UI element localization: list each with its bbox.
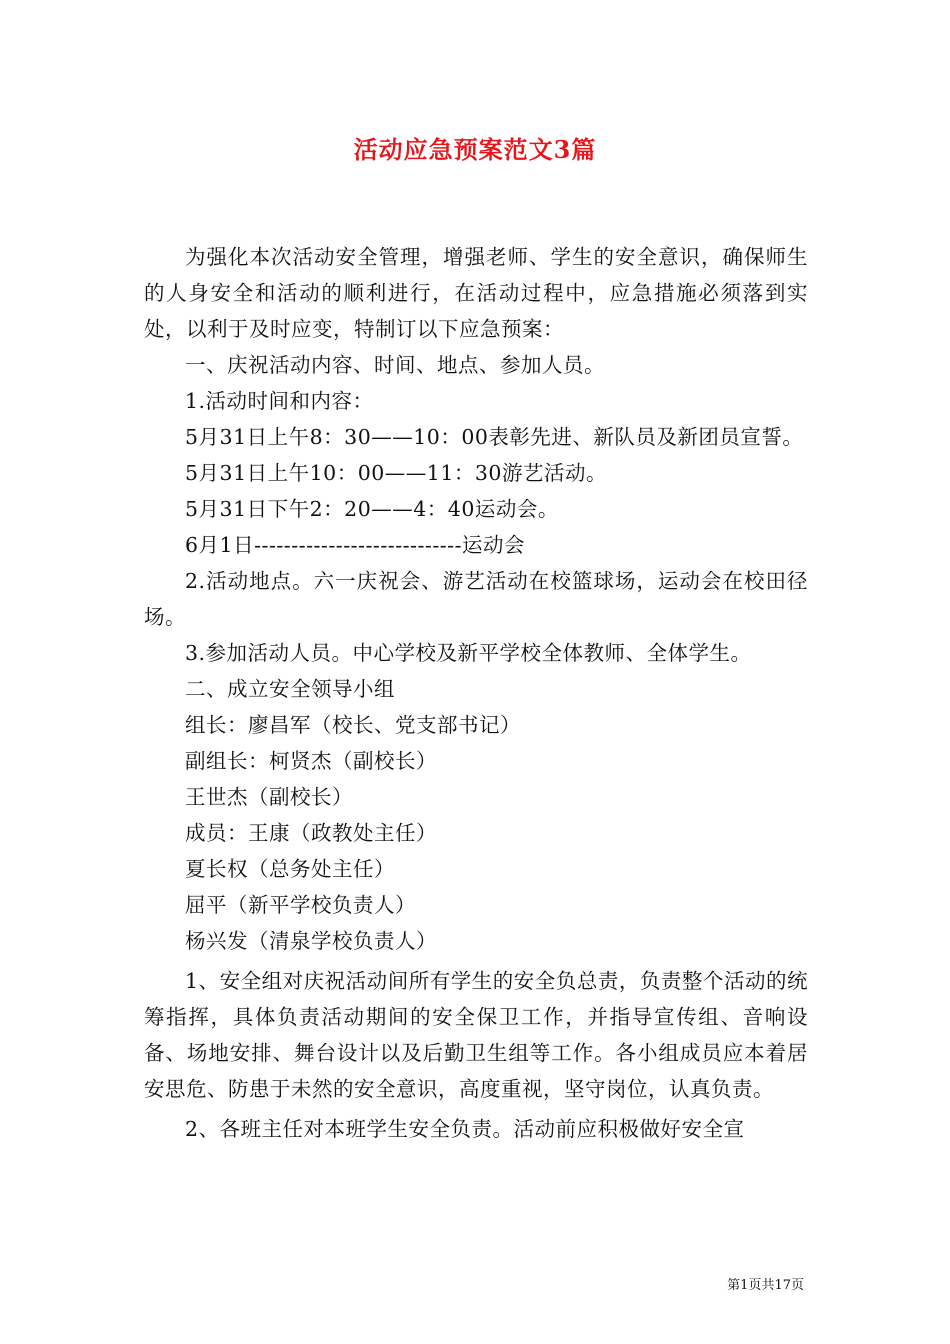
paragraph-schedule-4: 6月1日----------------------------运动会: [185, 533, 526, 557]
document-body: [144, 239, 808, 1147]
paragraph-schedule-3: 5月31日下午2：20——4：40运动会。: [185, 497, 559, 521]
page-number-footer: 第1页共17页: [727, 1278, 804, 1293]
paragraph-member-2: 夏长权（总务处主任）: [185, 857, 395, 881]
paragraph-deputy-leader-1: 副组长：柯贤杰（副校长）: [185, 749, 437, 773]
paragraph-member-3: 屈平（新平学校负责人）: [185, 893, 416, 917]
document-title: 活动应急预案范文3篇: [353, 135, 597, 164]
paragraph-participants: 3.参加活动人员。中心学校及新平学校全体教师、全体学生。: [185, 641, 752, 665]
paragraph-activity-time-heading: 1.活动时间和内容：: [185, 389, 374, 413]
paragraph-member-4: 杨兴发（清泉学校负责人）: [185, 929, 437, 953]
paragraph-leader: 组长：廖昌军（校长、党支部书记）: [185, 713, 521, 737]
paragraph-section-2-heading: 二、成立安全领导小组: [185, 677, 395, 701]
paragraph-section-1-heading: 一、庆祝活动内容、时间、地点、参加人员。: [185, 353, 605, 377]
paragraph-deputy-leader-2: 王世杰（副校长）: [185, 785, 353, 809]
paragraph-intro: 为强化本次活动安全管理，增强老师、学生的安全意识，确保师生的人身安全和活动的顺利进行，在活动过程中，应急措施必须落到实处，以利于及时应变，特制订以下应急预案：: [144, 245, 808, 341]
paragraph-duty-2: 2、各班主任对本班学生安全负责。活动前应积极做好安全宣: [185, 1117, 745, 1141]
paragraph-schedule-2: 5月31日上午10：00——11：30游艺活动。: [185, 461, 607, 485]
paragraph-member-1: 成员：王康（政教处主任）: [185, 821, 437, 845]
paragraph-duty-1: 1、安全组对庆祝活动间所有学生的安全负总责，负责整个活动的统筹指挥，具体负责活动期间的安全保卫工作，并指导宣传组、音响设备、场地安排、舞台设计以及后勤卫生组等工作。各小组成员应本着居安思危、防患于未然的安全意识，高度重视，坚守岗位，认真负责。: [144, 969, 808, 1101]
paragraph-schedule-1: 5月31日上午8：30——10：00表彰先进、新队员及新团员宣誓。: [185, 425, 804, 449]
paragraph-activity-location: 2.活动地点。六一庆祝会、游艺活动在校篮球场，运动会在校田径场。: [144, 569, 808, 629]
